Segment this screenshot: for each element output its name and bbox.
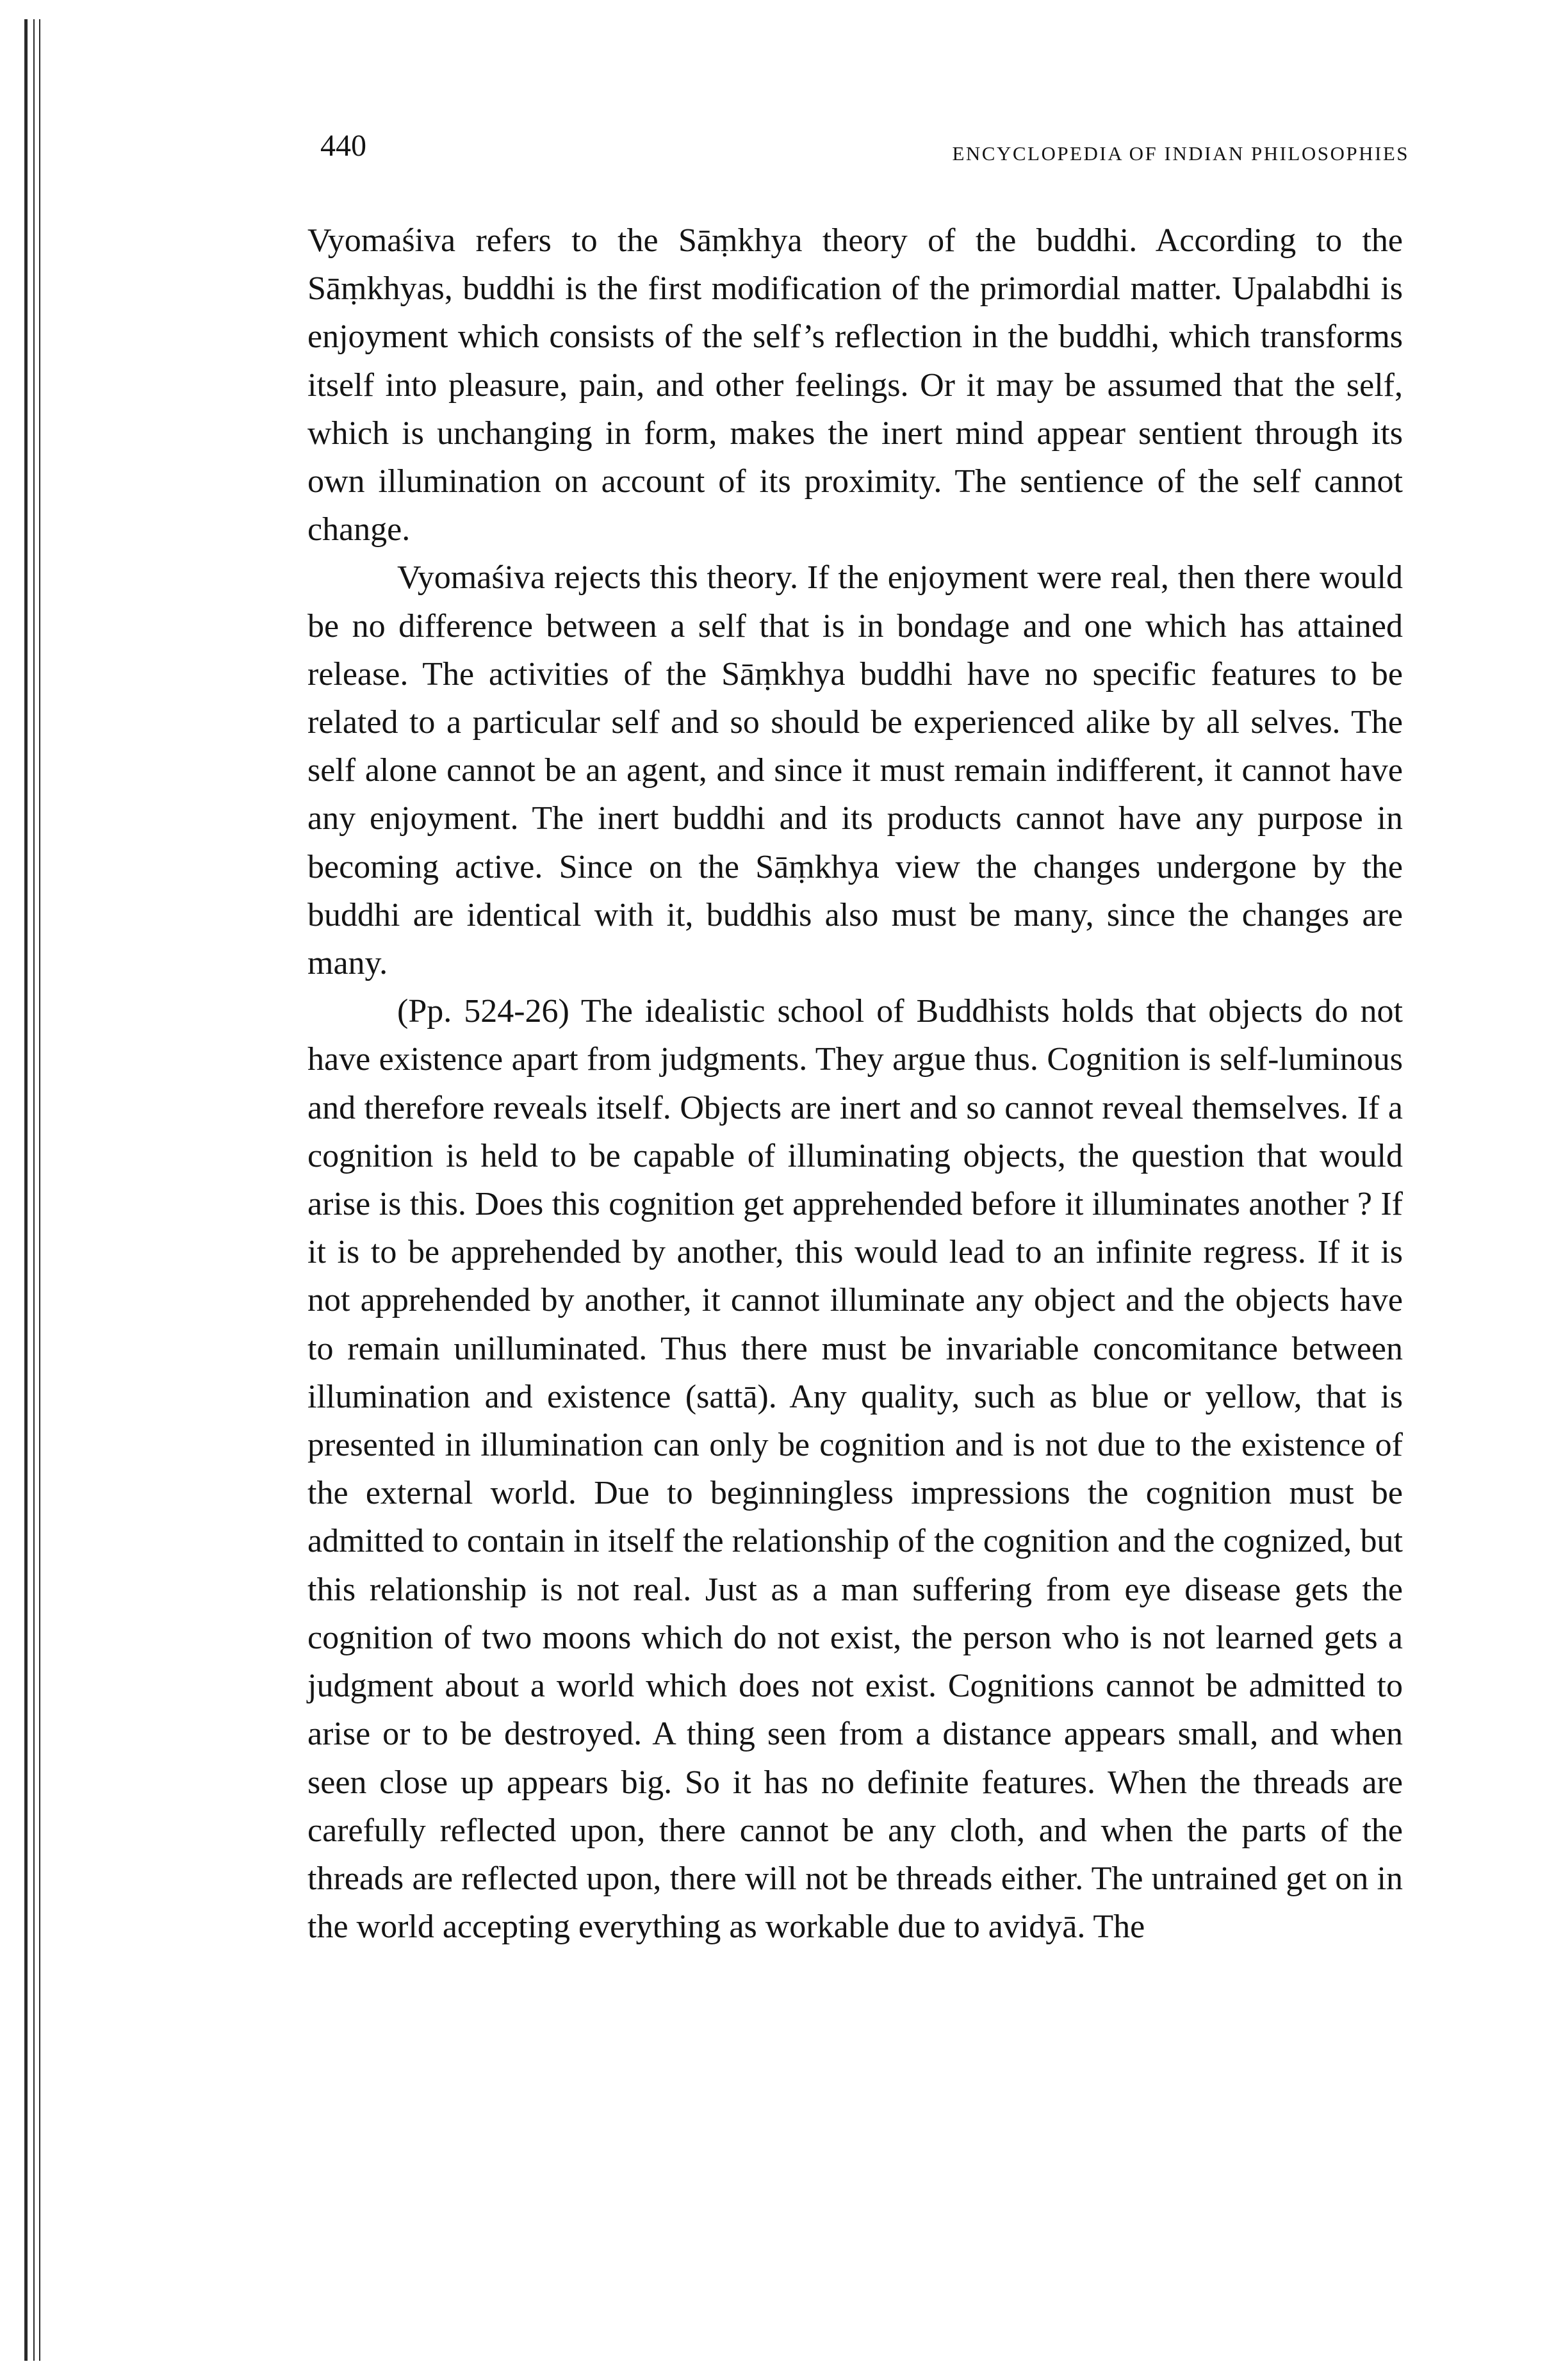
book-page <box>307 128 1409 1951</box>
binding-line <box>24 19 28 2361</box>
scanned-page-edge <box>0 0 77 2380</box>
paragraph-3: (Pp. 524-26) The idealistic school of Buddhists holds that objects do not have existence apart from judgments. They argue thus. Cognition is self-luminous and therefore reveals itself. Objects are inert and so cannot reveal themselves. If a cognition is held to be capable of illuminating objects, the question that would arise is this. Does this cognition get apprehended before it illuminates another ? If it is to be apprehended by another, this would lead to an infinite regress. If it is not apprehended by another, it cannot illuminate any object and the objects have to remain unilluminated. Thus there must be invariable concomitance between illumination and existence (sattā). Any quality, such as blue or yellow, that is presented in illumination can only be cognition and is not due to the existence of the external world. Due to beginningless impressions the cognition must be admitted to contain in itself the relationship of the cognition and the cognized, but this relationship is not real. Just as a man suffering from eye disease gets the cognition of two moons which do not exist, the person who is not learned gets a judgment about a world which does not exist. Cognitions cannot be admitted to arise or to be destroyed. A thing seen from a distance appears small, and when seen close up appears big. So it has no definite features. When the threads are carefully reflected upon, there cannot be any cloth, and when the parts of the threads are reflected upon, there will not be threads either. The untrained get on in the world accepting everything as workable due to avidyā. The <box>307 993 1403 1946</box>
page-number: 440 <box>320 129 366 163</box>
paragraph-2: Vyomaśiva rejects this theory. If the enjoyment were real, then there would be no difference between a self that is in bondage and one which has attained release. The activities of the Sāṃkhya buddhi have no specific features to be related to a particular self and so should be experienced alike by all selves. The self alone cannot be an agent, and since it must remain indifferent, it cannot have any enjoyment. The inert buddhi and its products cannot have any purpose in becoming active. Since on the Sāṃkhya view the changes undergone by the buddhi are identical with it, buddhis also must be many, since the changes are many. <box>307 559 1403 982</box>
binding-line <box>39 19 40 2361</box>
running-head: ENCYCLOPEDIA OF INDIAN PHILOSOPHIES <box>952 142 1409 165</box>
paragraph-1: Vyomaśiva refers to the Sāṃkhya theory of the buddhi. According to the Sāṃkhyas, buddhi is the first modification of the primordial matter. Upalabdhi is enjoyment which consists of the self’s reflection in the buddhi, which transforms itself into pleasure, pain, and other feelings. Or it may be assumed that the self, which is unchanging in form, makes the inert mind appear sentient through its own illumination on account of its proximity. The sentience of the self cannot change. <box>307 222 1403 548</box>
binding-line <box>33 19 35 2361</box>
page-header <box>307 128 1409 186</box>
